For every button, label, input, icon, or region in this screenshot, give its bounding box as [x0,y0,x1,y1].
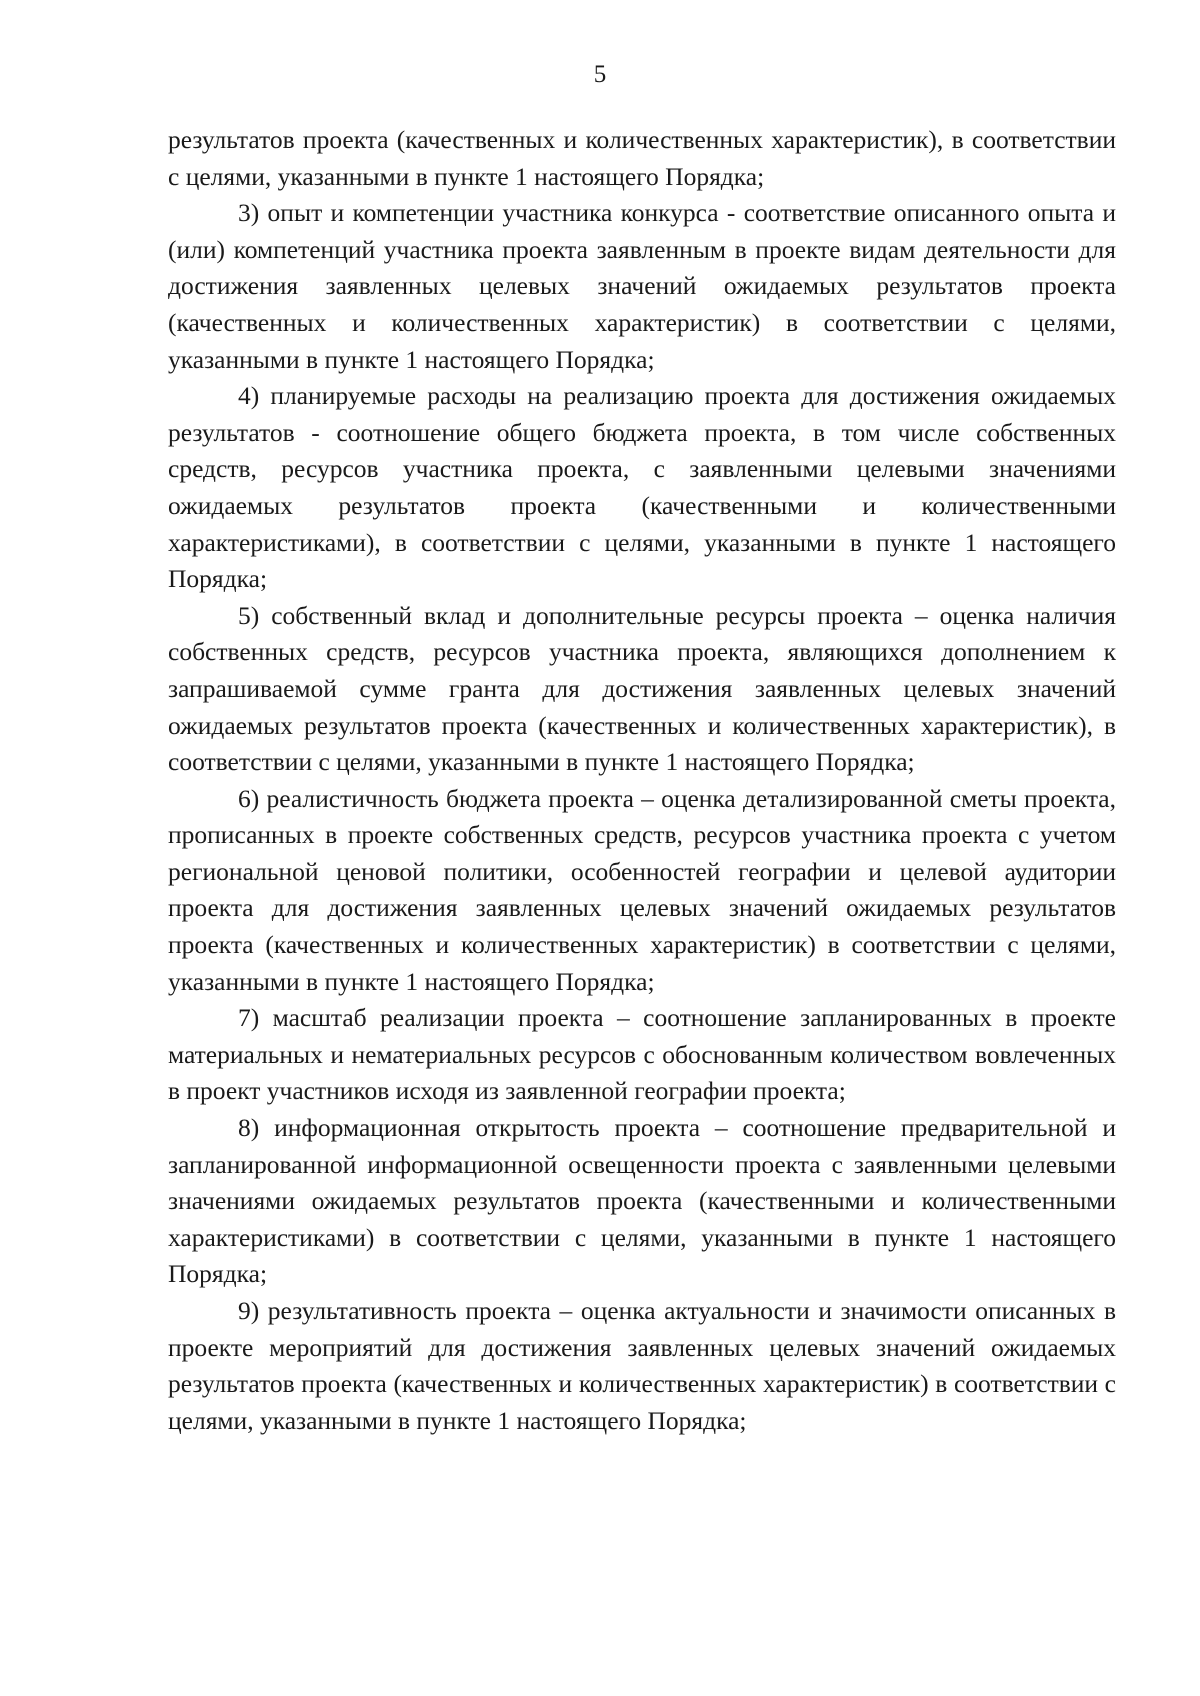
paragraph-continuation: результатов проекта (качественных и количественных характеристик), в соответствии с целями, указанными в пункте 1 настоящего Порядка; [168,125,1116,191]
paragraph-item-8: 8) информационная открытость проекта – соотношение предварительной и запланированной информационной освещенности проекта с заявленными целевыми значениями ожидаемых результатов проекта (качественными и количественными характеристиками) в соответствии с целями, указанными в пункте 1 настоящего Порядка; [168,1113,1116,1289]
paragraph-item-6: 6) реалистичность бюджета проекта – оценка детализированной сметы проекта, прописанных в проекте собственных средств, ресурсов участника проекта с учетом региональной ценовой политики, особенностей географии и целевой аудитории проекта для достижения заявленных целевых значений ожидаемых результатов проекта (качественных и количественных характеристик) в соответствии с целями, указанными в пункте 1 настоящего Порядка; [168,783,1116,996]
page-number: 5 [593,61,607,88]
paragraph-item-3: 3) опыт и компетенции участника конкурса - соответствие описанного опыта и (или) компетенций участника проекта заявленным в проекте видам деятельности для достижения заявленных целевых значений ожидаемых результатов проекта (качественных и количественных характеристик) в соответствии с целями, указанными в пункте 1 настоящего Порядка; [168,198,1116,374]
paragraph-item-9: 9) результативность проекта – оценка актуальности и значимости описанных в проекте мероприятий для достижения заявленных целевых значений ожидаемых результатов проекта (качественных и количественных характеристик) в соответствии с целями, указанными в пункте 1 настоящего Порядка; [168,1296,1116,1435]
document-body [168,122,1116,1439]
paragraph-item-7: 7) масштаб реализации проекта – соотношение запланированных в проекте материальных и нематериальных ресурсов с обоснованным количеством вовлеченных в проект участников исходя из заявленной географии проекта; [168,1003,1116,1106]
paragraph-item-4: 4) планируемые расходы на реализацию проекта для достижения ожидаемых результатов - соотношение общего бюджета проекта, в том числе собственных средств, ресурсов участника проекта, с заявленными целевыми значениями ожидаемых результатов проекта (качественными и количественными характеристиками), в соответствии с целями, указанными в пункте 1 настоящего Порядка; [168,381,1116,594]
paragraph-item-5: 5) собственный вклад и дополнительные ресурсы проекта – оценка наличия собственных средств, ресурсов участника проекта, являющихся дополнением к запрашиваемой сумме гранта для достижения заявленных целевых значений ожидаемых результатов проекта (качественных и количественных характеристик), в соответствии с целями, указанными в пункте 1 настоящего Порядка; [168,600,1116,777]
